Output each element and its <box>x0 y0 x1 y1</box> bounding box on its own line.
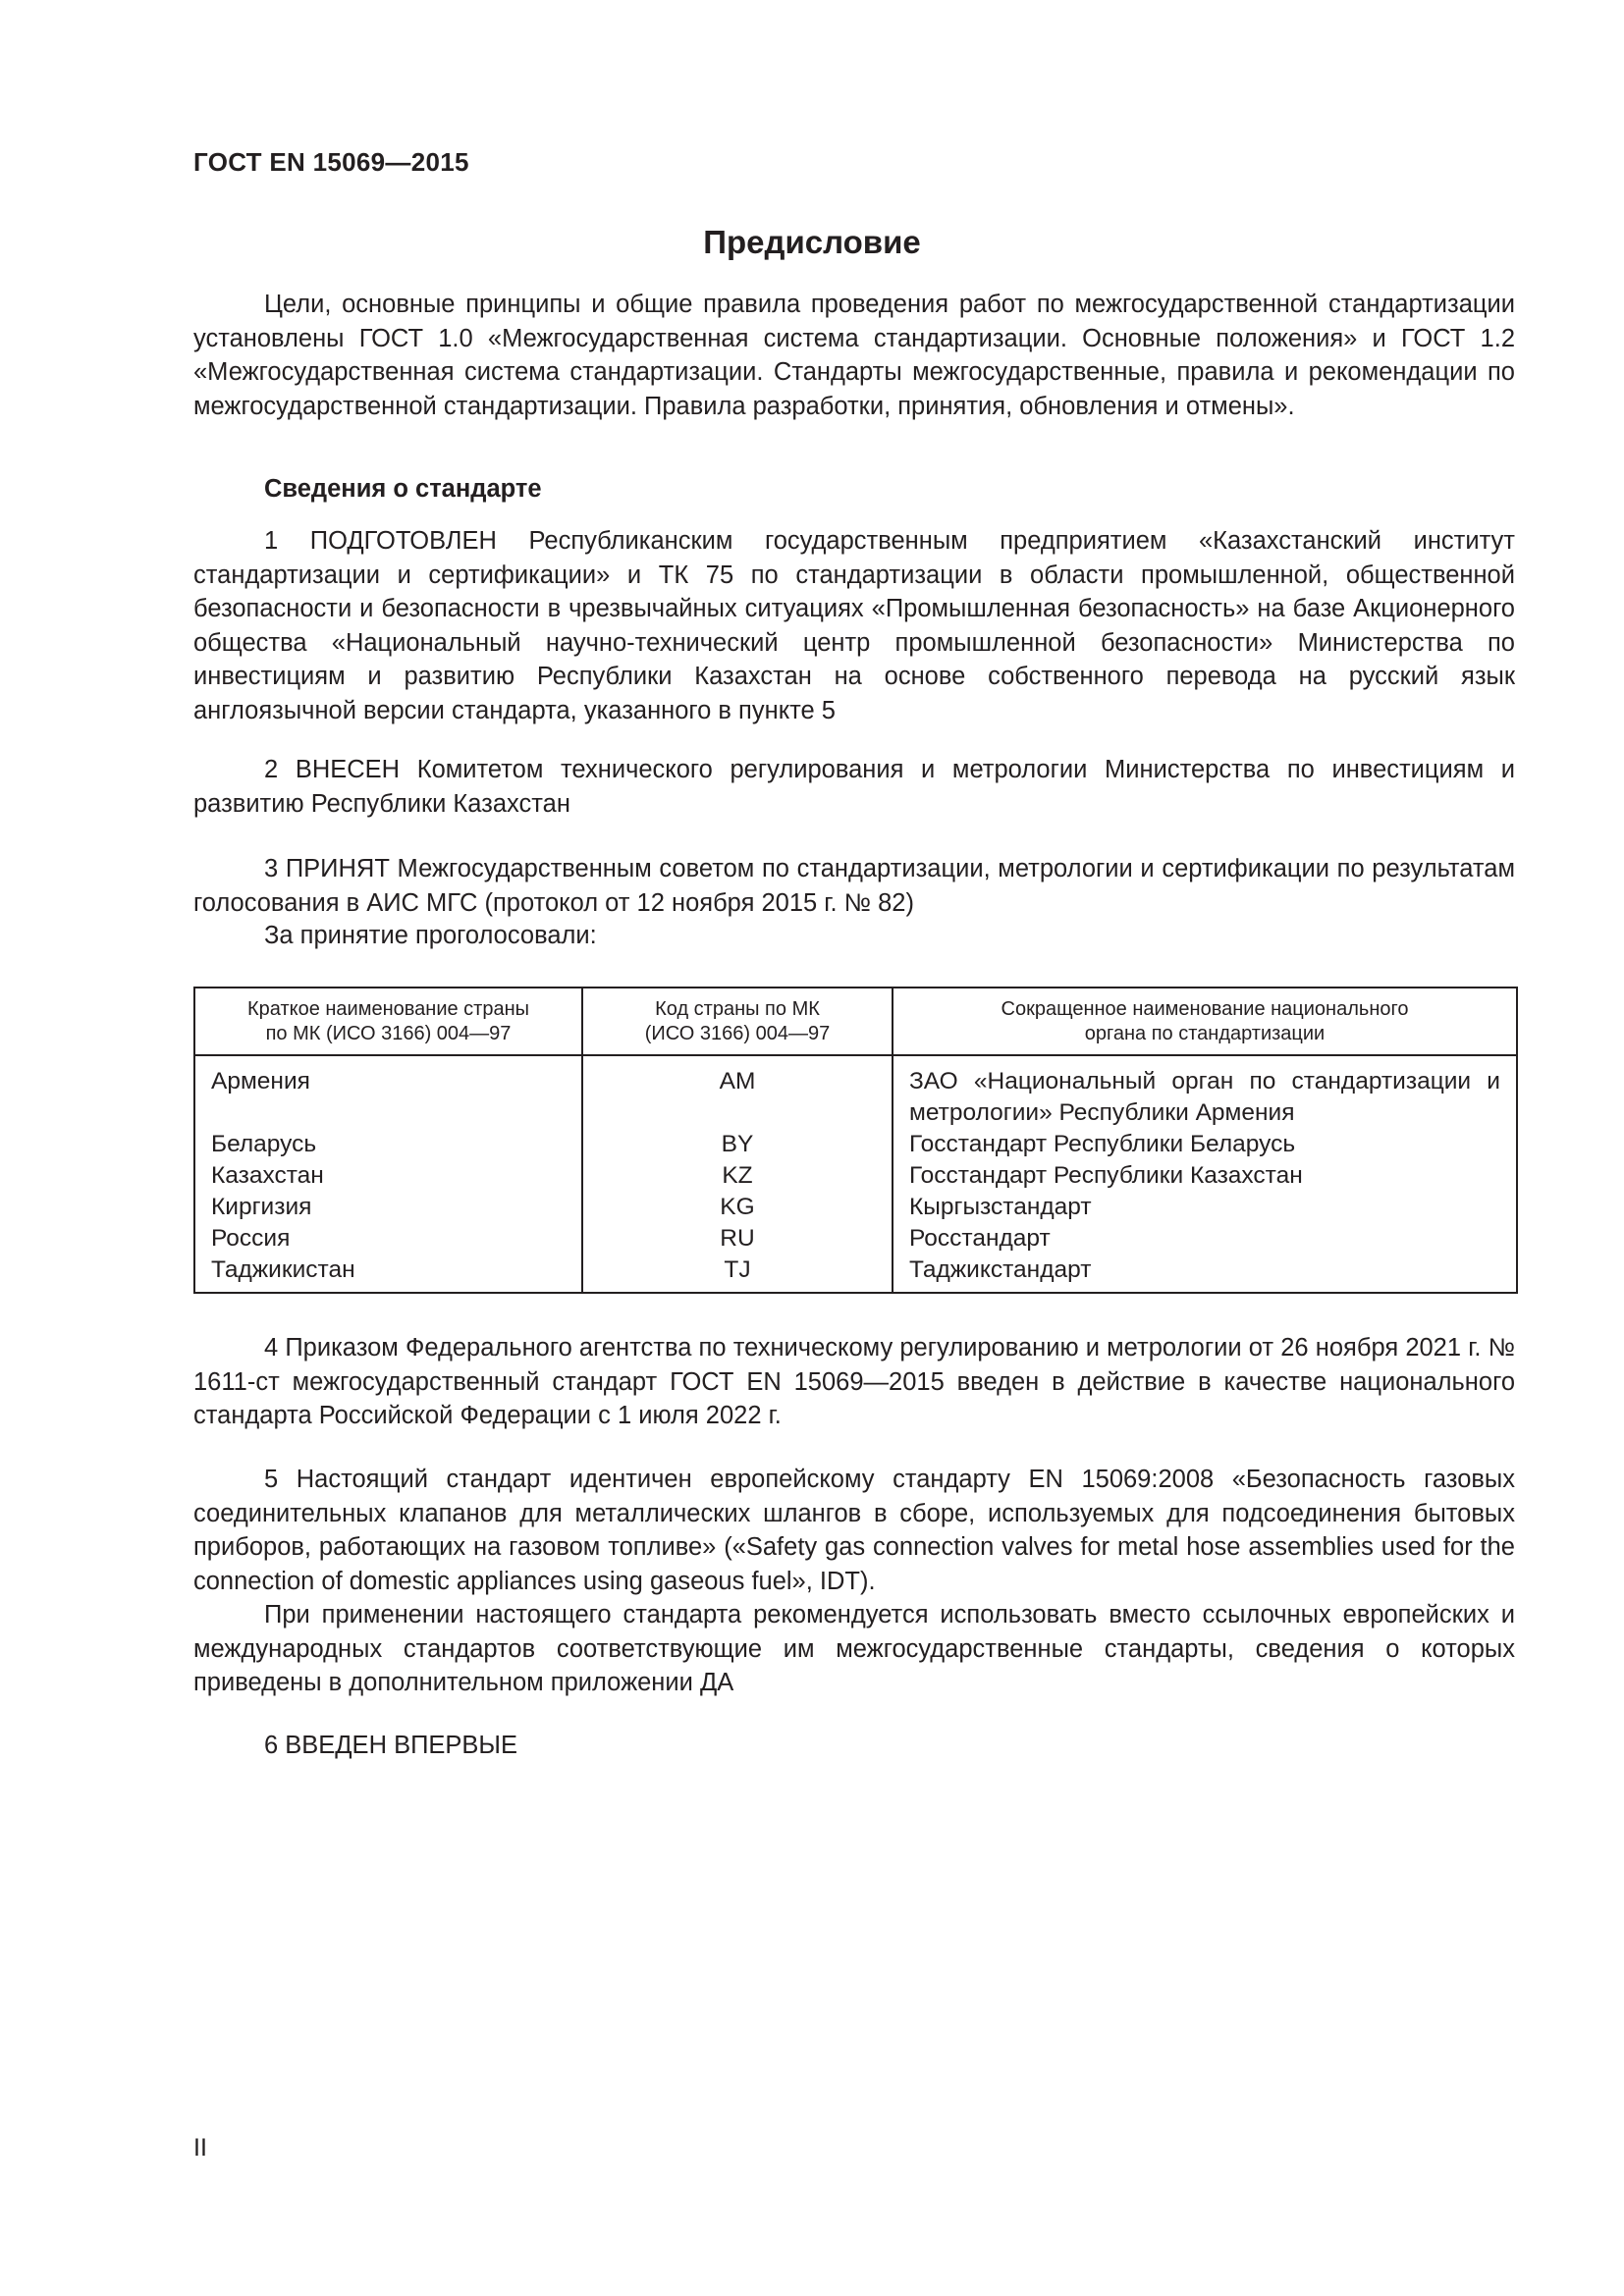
country-cell: Таджикистан <box>194 1255 582 1293</box>
table-row <box>194 1160 1517 1192</box>
header-org-line-1: Сокращенное наименование национального <box>1001 997 1409 1020</box>
code-cell: TJ <box>582 1255 893 1293</box>
table-row <box>194 1055 1517 1129</box>
org-cell: Госстандарт Республики Казахстан <box>893 1160 1517 1192</box>
code-cell: AM <box>582 1055 893 1129</box>
header-org <box>893 988 1517 1055</box>
table-header-row <box>194 988 1517 1055</box>
org-cell: Росстандарт <box>893 1223 1517 1255</box>
org-cell: Госстандарт Республики Беларусь <box>893 1129 1517 1160</box>
intro-paragraph: Цели, основные принципы и общие правила проведения работ по межгосударственной стандартизации установлены ГОСТ 1.0 «Межгосударственная система стандартизации. Основные положения» и ГОСТ 1.2 «Межгосударственная система стандартизации. Стандарты межгосударственные, правила и рекомендации по межгосударственной стандартизации. Правила разработки, принятия, обновления и отмены». <box>193 291 1515 420</box>
code-cell: KZ <box>582 1160 893 1192</box>
voted-label: За принятие проголосовали: <box>264 922 597 949</box>
org-cell: Кыргызстандарт <box>893 1192 1517 1223</box>
voting-countries-table <box>193 987 1518 1294</box>
header-code-line-1: Код страны по МК <box>655 997 820 1020</box>
table-row <box>194 1192 1517 1223</box>
item-6-paragraph: 6 ВВЕДЕН ВПЕРВЫЕ <box>264 1732 518 1759</box>
item-5-paragraph: 5 Настоящий стандарт идентичен европейскому стандарту EN 15069:2008 «Безопасность газовых соединительных клапанов для металлических шлангов в сборе, используемых для подсоединения бытовых приборов, работающих на газовом топливе» («Safety gas connection valves for metal hose assemblies used for the connection of domestic appliances using gaseous fuel», IDT). <box>193 1466 1515 1595</box>
country-cell: Беларусь <box>194 1129 582 1160</box>
org-cell: Таджикстандарт <box>893 1255 1517 1293</box>
code-cell: RU <box>582 1223 893 1255</box>
header-country-line-1: Краткое наименование страны <box>246 997 530 1020</box>
page-title: Предисловие <box>703 224 921 260</box>
document-code-header: ГОСТ EN 15069—2015 <box>193 147 469 177</box>
header-org-line-2: органа по стандартизации <box>1084 1022 1326 1044</box>
country-cell: Армения <box>194 1055 582 1129</box>
item-4-paragraph: 4 Приказом Федерального агентства по техническому регулированию и метрологии от 26 ноября 2021 г. № 1611-ст межгосударственный стандарт ГОСТ EN 15069—2015 введен в действие в качестве национального стандарта Российской Федерации с 1 июля 2022 г. <box>193 1334 1515 1429</box>
page-number: II <box>193 2134 207 2162</box>
country-cell: Казахстан <box>194 1160 582 1192</box>
code-cell: KG <box>582 1192 893 1223</box>
item-3-paragraph: 3 ПРИНЯТ Межгосударственным советом по стандартизации, метрологии и сертификации по результатам голосования в АИС МГС (протокол от 12 ноября 2015 г. № 82) <box>193 855 1515 917</box>
country-cell: Киргизия <box>194 1192 582 1223</box>
item-5-note-paragraph: При применении настоящего стандарта рекомендуется использовать вместо ссылочных европейских и международных стандартов соответствующие им межгосударственные стандарты, сведения о которых приведены в дополнительном приложении ДА <box>193 1601 1515 1696</box>
header-country-line-2: по МК (ИСО 3166) 004—97 <box>265 1022 512 1044</box>
header-country <box>194 988 582 1055</box>
header-code <box>582 988 893 1055</box>
table-row <box>194 1129 1517 1160</box>
table-row <box>194 1255 1517 1293</box>
table-row <box>194 1223 1517 1255</box>
header-code-line-2: (ИСО 3166) 004—97 <box>644 1022 831 1044</box>
org-cell: ЗАО «Национальный орган по стандартизации и метрологии» Республики Армения <box>893 1055 1517 1129</box>
code-cell: BY <box>582 1129 893 1160</box>
item-1-paragraph: 1 ПОДГОТОВЛЕН Республиканским государственным предприятием «Казахстанский институт стандартизации и сертификации» и ТК 75 по стандартизации в области промышленной, общественной безопасности и безопасности в чрезвычайных ситуациях «Промышленная безопасность» на базе Акционерного общества «Национальный научно-технический центр промышленной безопасности» Министерства по инвестициям и развитию Республики Казахстан на основе собственного перевода на русский язык англоязычной версии стандарта, указанного в пункте 5 <box>193 527 1515 724</box>
country-cell: Россия <box>194 1223 582 1255</box>
info-heading: Сведения о стандарте <box>264 475 542 503</box>
item-2-paragraph: 2 ВНЕСЕН Комитетом технического регулирования и метрологии Министерства по инвестициям и развитию Республики Казахстан <box>193 756 1515 818</box>
